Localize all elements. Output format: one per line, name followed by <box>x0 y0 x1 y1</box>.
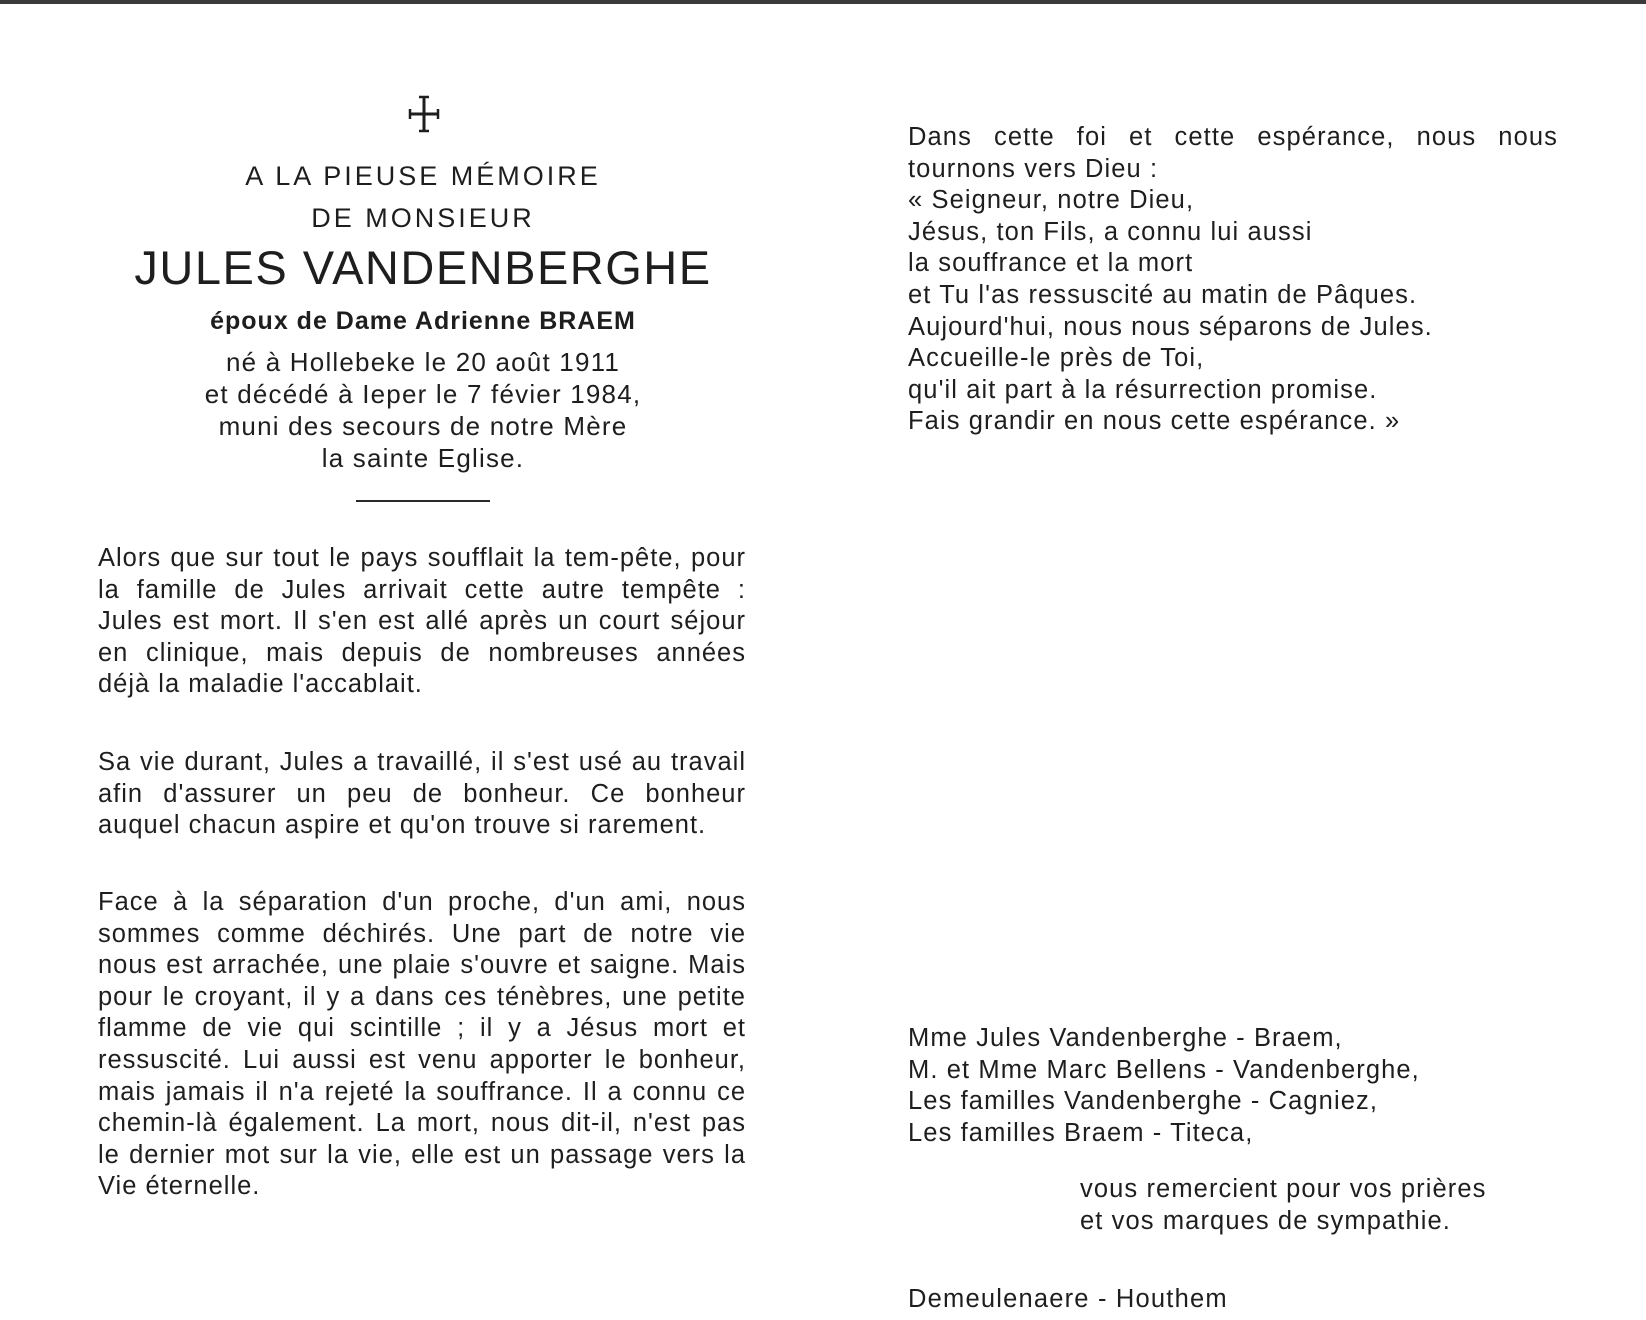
prayer-line: Accueille-le près de Toi, <box>908 344 1205 373</box>
family-line: Les familles Vandenberghe - Cagniez, <box>908 1087 1379 1116</box>
paragraph: Alors que sur tout le pays soufflait la tem-pête, pour la famille de Jules arrivait cette autre tempête : Jules est mort. Il s'en est allé après un court séjour en clinique, mais depuis de nombreuses années déjà la maladie l'accablait. <box>98 544 746 699</box>
details-line: né à Hollebeke le 20 août 1911 <box>225 347 621 377</box>
deceased-name: JULES VANDENBERGHE <box>134 241 712 294</box>
prayer-line: Jésus, ton Fils, a connu lui aussi <box>908 217 1313 246</box>
top-border <box>0 0 1646 4</box>
thanks-text <box>1080 1174 1487 1237</box>
details-line: la sainte Eglise. <box>321 443 525 473</box>
birth-death-details <box>96 346 750 474</box>
prayer-line: et Tu l'as ressuscité au matin de Pâques. <box>908 280 1418 309</box>
memorial-line: A LA PIEUSE MÉMOIRE <box>245 161 601 191</box>
details-line: et décédé à Ieper le 7 févier 1984, <box>204 379 642 409</box>
thanks-line: vous remercient pour vos prières <box>1080 1175 1487 1203</box>
memorial-line: DE MONSIEUR <box>311 203 535 233</box>
prayer-line: Fais grandir en nous cette espérance. » <box>908 407 1401 436</box>
divider <box>356 500 490 502</box>
prayer <box>908 122 1558 438</box>
family-line: Mme Jules Vandenberghe - Braem, <box>908 1024 1343 1052</box>
thanks-line: et vos marques de sympathie. <box>1080 1206 1451 1235</box>
printer-credit: Demeulenaere - Houthem <box>908 1285 1228 1313</box>
family-line: Les familles Braem - Titeca, <box>908 1118 1254 1147</box>
prayer-line: la souffrance et la mort <box>908 249 1194 278</box>
paragraph: Face à la séparation d'un proche, d'un ami, nous sommes comme déchirés. Une part de notre vie nous est arrachée, une plaie s'ouvre et saigne. Mais pour le croyant, il y a dans ces ténèbres, une petite flamme de vie qui scintille ; il y a Jésus mort et ressuscité. Lui aussi est venu apporter le bonheur, mais jamais il n'a rejeté la souffrance. Il a connu ce chemin-là également. La mort, nous dit-il, n'est pas le dernier mot sur la vie, elle est un passage vers la Vie éternelle. <box>98 888 746 1201</box>
prayer-line: Aujourd'hui, nous nous séparons de Jules. <box>908 312 1433 341</box>
memorial-heading <box>96 155 750 239</box>
details-line: muni des secours de notre Mère <box>218 411 628 441</box>
cross-icon <box>404 94 444 134</box>
prayer-line: tournons vers Dieu : <box>908 154 1159 183</box>
family-line: M. et Mme Marc Bellens - Vandenberghe, <box>908 1055 1420 1084</box>
prayer-line: « Seigneur, notre Dieu, <box>908 186 1195 215</box>
prayer-line: Dans cette foi et cette espérance, nous nous <box>908 123 1558 151</box>
family-list <box>908 1023 1420 1149</box>
prayer-line: qu'il ait part à la résurrection promise. <box>908 375 1378 404</box>
paragraph: Sa vie durant, Jules a travaillé, il s'est usé au travail afin d'assurer un peu de bonheur. Ce bonheur auquel chacun aspire et qu'on trouve si rarement. <box>98 748 746 840</box>
spouse-line: époux de Dame Adrienne BRAEM <box>210 307 636 335</box>
